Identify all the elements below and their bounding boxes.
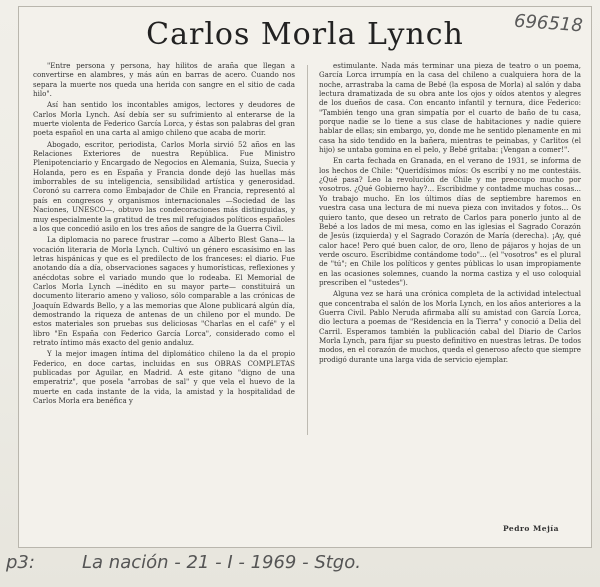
right-column: [319, 61, 581, 366]
article-title: Carlos Morla Lynch: [146, 17, 464, 52]
author-signature: Pedro Mejía: [502, 524, 559, 533]
paragraph: Abogado, escritor, periodista, Carlos Morla sirvió 52 años en las Relaciones Exteriores de nuestra República. Fue Ministro Plenipotenciario y Encargado de Negocios en Alemania, Suiza, Suecia y Holanda, pero es en España y Francia donde dejó las huellas más imborrables de su inteligencia, sensibilidad artística y generosidad. Coronó su carrera como Embajador de Chile en Francia, representó al país en congresos y organismos internacionales —Sociedad de las Naciones, UNESCO—, obtuvo las condecoraciones más distinguidas, y muy especialmente la gratitud de tres mil refugiados políticos españoles a los que concedió asilo en los tres años de sangre de la Guerra Civil.: [33, 139, 295, 233]
paragraph: La diplomacia no parece frustrar —como a Alberto Blest Gana— la vocación literaria de Morla Lynch. Cultivó un género escasísimo en las letras hispánicas y que es el predilecto de los franceses: el diario. Fue anotando día a día, observaciones sagaces y humorísticas, reflexiones y anécdotas sobre el variado mundo que lo rodeaba. El Memorial de Carlos Morla Lynch —inédito en su mayor parte— constituirá un documento literario ameno y valioso, sólo comparable a las crónicas de Joaquín Edwards Bello, y a las memorias que Alone publicará algún día, demostrando la riqueza de antenas de un chileno por el mundo. De estos materiales son pruebas sus deliciosas "Charlas en el café" y el libro "En España con Federico García Lorca", considerado como el retrato íntimo más exacto del genio andaluz.: [33, 235, 295, 347]
paragraph: Y la mejor imagen íntima del diplomático chileno la da el propio Federico, en doce cartas, incluidas en sus OBRAS COMPLETAS publicadas por Aguilar, en Madrid. A este gitano "digno de una emperatriz", que posela "arrobas de sal" y que vela el huevo de la muerte en cada instante de la vida, la amistad y la hospitalidad de Carlos Morla era benéfica y: [33, 349, 295, 406]
paragraph: En carta fechada en Granada, en el verano de 1931, se informa de los hechos de Chile: "Queridísimos míos: Os escribí y no me contestáis. ¿Qué pasa? Leo la revolución de Chile y me preocupo mucho por vosotros. ¿Qué Gobierno hay?... Escribidme y contadme muchas cosas... Yo trabajo mucho. En los últimos días de septiembre haremos en vuestra casa una lectura de mi nueva pieza con invitados y fotos... Os quiero tanto, que deseo un retrato de Carlos para ponerlo junto al de Bebé a los lados de mi mesa, como en las iglesias el Sagrado Corazón de Jesús (izquierda) y el Sagrado Corazón de María (derecha). ¡Ay, qué calor hace! Pero qué buen calor, de oro, lleno de pájaros y hojas de un verde oscuro. Escribidme contándome todo"... (el "vosotros" es el plural de "tú"; en Chile los políticos y gentes públicas lo usan impropiamente en las ocasiones solemnes, cuando la norma castiza y el uso coloquial prescriben el "ustedes").: [319, 156, 581, 287]
paragraph: "Entre persona y persona, hay hilitos de araña que llegan a convertirse en alambres, y más aún en barras de acero. Cuando nos separa la muerte nos queda una herida con sangre en el sitio de cada hilo".: [33, 61, 295, 99]
paragraph: Así han sentido los incontables amigos, lectores y deudores de Carlos Morla Lynch. Así debía ser su sufrimiento al enterarse de la muerte violenta de Federico García Lorca, y éstas son palabras del gran poeta español en una carta al amigo chileno que acaba de morir.: [33, 100, 295, 138]
newspaper-clipping: [18, 6, 592, 548]
left-column: [33, 61, 295, 407]
archive-reference: 696518: [513, 10, 584, 37]
column-divider: [307, 65, 308, 435]
paragraph: Alguna vez se hará una crónica completa de la actividad intelectual que concentraba el salón de los Morla Lynch, en los años anteriores a la Guerra Civil. Pablo Neruda afirmaba allí su amistad con García Lorca, dio lectura a poemas de "Residencia en la Tierra" y conoció a Delia del Carril. Esperamos también la publicación cabal del Diario de Carlos Morla Lynch, para fijar su puesto definitivo en nuestras letras. De todos modos, en el corazón de muchos, queda el generoso afecto que siempre prodigó durante una larga vida de servicio ejemplar.: [319, 289, 581, 364]
paragraph: estimulante. Nada más terminar una pieza de teatro o un poema, García Lorca irrumpía en la casa del chileno a cualquiera hora de la noche, arrastraba la cama de Bebé (la esposa de Morla) al salón y daba lectura dramatizada de su obra ante los ojos y oídos atentos y alegres de los dueños de casa. Con encanto infantil y ternura, dice Federico: "También tengo una gran simpatía por el cuarto de baño de tu casa, porque nadie se lo tiene a sus clase de habitaciones y nadie quiere hablar de ellas; sin embargo, yo, donde me he sentido plenamente en mi casa ha sido tendido en la bañera, mientras te peinabas, y Carlitos (el hijo) se untaba gomina en el pelo, y Bebé gritaba: ¡Vengan a comer!".: [319, 61, 581, 155]
source-note: La nación - 21 - I - 1969 - Stgo.: [82, 552, 361, 573]
page-mark: p3:: [6, 552, 35, 573]
